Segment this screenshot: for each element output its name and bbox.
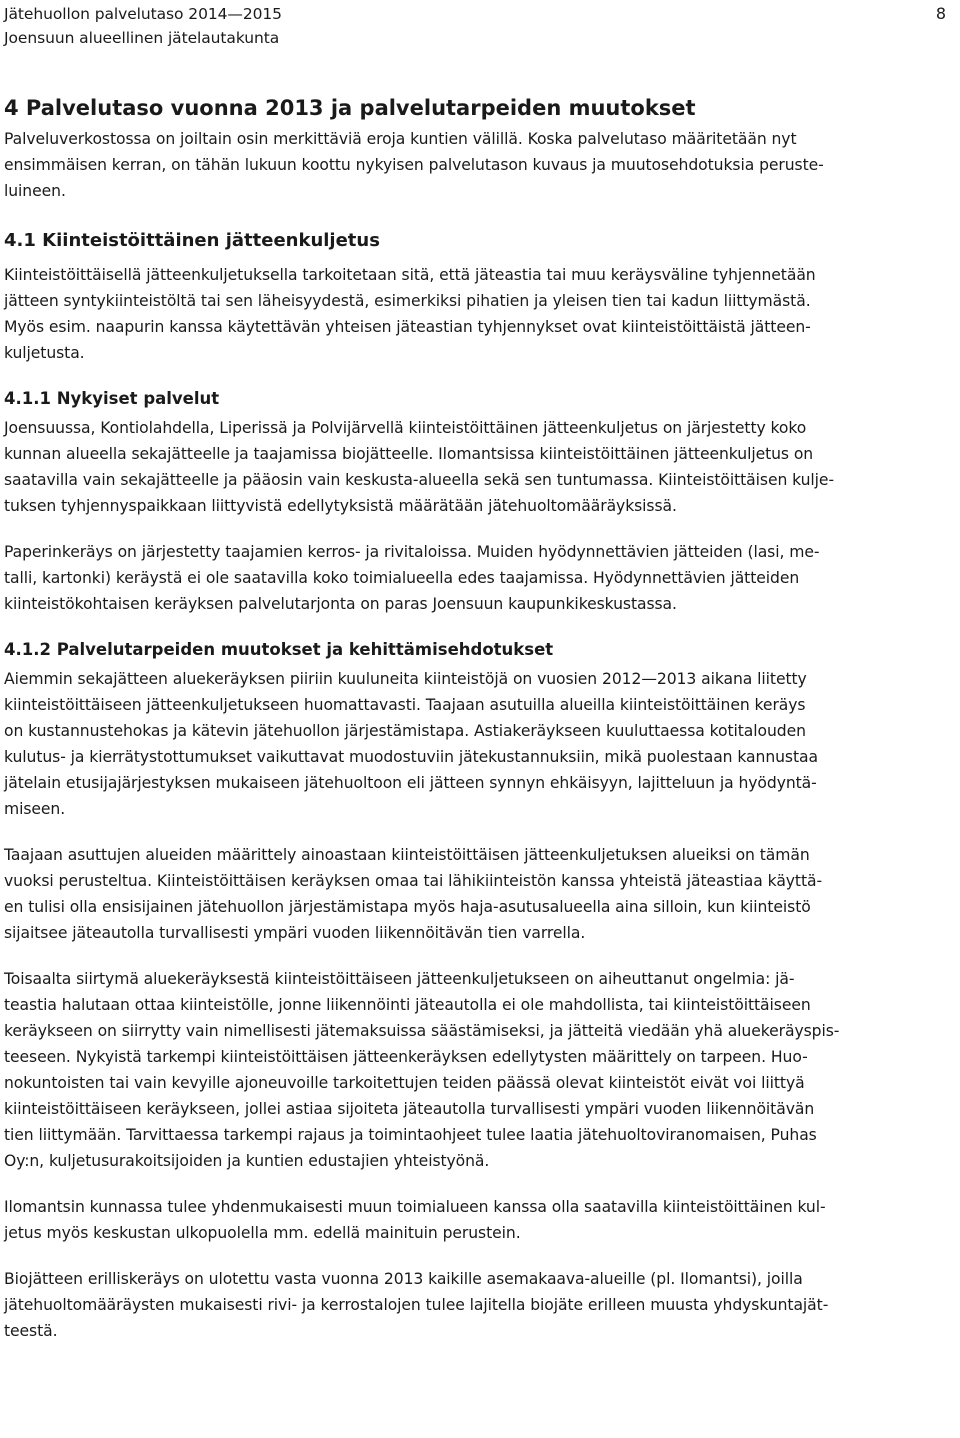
section-4-1-2-paragraph-5 [4, 1266, 946, 1344]
text-line: teeseen. Nykyistä tarkempi kiinteistöittäisen jätteenkeräyksen edellytysten määrittely on tarpeen. Huo- [4, 1048, 808, 1066]
text-line: kiinteistökohtaisen keräyksen palvelutarjonta on paras Joensuun kaupunkikeskustassa. [4, 595, 677, 613]
page-content [4, 94, 946, 1344]
section-4-1-1-heading: 4.1.1 Nykyiset palvelut [4, 389, 220, 408]
text-line: kiinteistöittäiseen keräykseen, jollei astiaa sijoiteta jäteautolla turvallisesti ympäri vuoden liikennöitävän [4, 1100, 815, 1118]
text-line: talli, kartonki) keräystä ei ole saatavilla koko toimialueella edes taajamissa. Hyödynnettävien jätteiden [4, 569, 800, 587]
text-line: kuljetusta. [4, 344, 85, 362]
text-line: luineen. [4, 182, 66, 200]
text-line: sijaitsee jäteautolla turvallisesti ympäri vuoden liikennöitävän tien varrella. [4, 924, 586, 942]
organization-name: Joensuun alueellinen jätelautakunta [4, 29, 280, 47]
text-line: Oy:n, kuljetusurakoitsijoiden ja kuntien edustajien yhteistyönä. [4, 1152, 490, 1170]
section-4-1-heading: 4.1 Kiinteistöittäinen jätteenkuljetus [4, 230, 380, 251]
text-line: Toisaalta siirtymä aluekeräyksestä kiinteistöittäiseen jätteenkuljetukseen on aiheuttanut ongelmia: jä- [4, 970, 795, 988]
section-4-intro [4, 126, 946, 204]
page-number: 8 [935, 4, 946, 23]
text-line: jätelain etusijajärjestyksen mukaiseen jätehuoltoon eli jätteen synnyn ehkäisyyn, lajitteluun ja hyödyntä- [4, 774, 817, 792]
text-line: Joensuussa, Kontiolahdella, Liperissä ja Polvijärvellä kiinteistöittäinen jätteenkuljetus on järjestetty koko [4, 419, 807, 437]
section-4-1-1-paragraph-2 [4, 539, 946, 617]
text-line: miseen. [4, 800, 66, 818]
text-line: Ilomantsin kunnassa tulee yhdenmukaisesti muun toimialueen kanssa olla saatavilla kiinteistöittäinen kul- [4, 1198, 826, 1216]
text-line: jetus myös keskustan ulkopuolella mm. edellä mainituin perustein. [4, 1224, 521, 1242]
section-4-heading: 4 Palvelutaso vuonna 2013 ja palvelutarpeiden muutokset [4, 96, 696, 120]
text-line: teastia halutaan ottaa kiinteistölle, jonne liikennöinti jäteautolla ei ole mahdollista, tai kiinteistöittäiseen [4, 996, 811, 1014]
document-title: Jätehuollon palvelutaso 2014—2015 [4, 5, 282, 23]
text-line: tuksen tyhjennyspaikkaan liittyvistä edellytyksistä määrätään jätehuoltomääräyksissä. [4, 497, 677, 515]
section-4-1-2-paragraph-2 [4, 842, 946, 946]
page-header [4, 2, 954, 50]
text-line: teestä. [4, 1322, 58, 1340]
section-4-1-2-paragraph-1 [4, 666, 946, 822]
section-4-1-2-heading: 4.1.2 Palvelutarpeiden muutokset ja kehittämisehdotukset [4, 640, 554, 659]
text-line: Biojätteen erilliskeräys on ulotettu vasta vuonna 2013 kaikille asemakaava-alueille (pl. Ilomantsi), joilla [4, 1270, 803, 1288]
section-4-1-2-paragraph-4 [4, 1194, 946, 1246]
text-line: ensimmäisen kerran, on tähän lukuun koottu nykyisen palvelutason kuvaus ja muutosehdotuksia peruste- [4, 156, 824, 174]
text-line: saatavilla vain sekajätteelle ja pääosin vain keskusta-alueella sekä sen tuntumassa. Kiinteistöittäisen kulje- [4, 471, 834, 489]
text-line: tien liittymään. Tarvittaessa tarkempi rajaus ja toimintaohjeet tulee laatia jätehuoltoviranomaisen, Puhas [4, 1126, 817, 1144]
text-line: keräykseen on siirrytty vain nimellisesti jätemaksuissa säästämiseksi, ja jätteitä viedään yhä aluekeräyspis- [4, 1022, 840, 1040]
text-line: Taajaan asuttujen alueiden määrittely ainoastaan kiinteistöittäisen jätteenkuljetuksen alueiksi on tämän [4, 846, 810, 864]
text-line: Paperinkeräys on järjestetty taajamien kerros- ja rivitaloissa. Muiden hyödynnettävien jätteiden (lasi, me- [4, 543, 820, 561]
section-4-1-1-paragraph-1 [4, 415, 946, 519]
text-line: nokuntoisten tai vain kevyille ajoneuvoille tarkoitettujen teiden päässä olevat kiinteistöt eivät voi liittyä [4, 1074, 805, 1092]
text-line: jätehuoltomääräysten mukaisesti rivi- ja kerrostalojen tulee lajitella biojäte erilleen muusta yhdyskuntajät- [4, 1296, 829, 1314]
text-line: kulutus- ja kierrätystottumukset vaikuttavat muodostuviin jätekustannuksiin, mikä puolestaan kannustaa [4, 748, 818, 766]
section-4-1-paragraph [4, 262, 946, 366]
text-line: Palveluverkostossa on joiltain osin merkittäviä eroja kuntien välillä. Koska palvelutaso määritetään nyt [4, 130, 797, 148]
text-line: kiinteistöittäiseen jätteenkuljetukseen huomattavasti. Taajaan asutuilla alueilla kiinteistöittäinen keräys [4, 696, 806, 714]
text-line: kunnan alueella sekajätteelle ja taajamissa biojätteelle. Ilomantsissa kiinteistöittäinen jätteenkuljetus on [4, 445, 814, 463]
text-line: en tulisi olla ensisijainen jätehuollon järjestämistapa myös haja-asutusalueella aina silloin, kun kiinteistö [4, 898, 811, 916]
text-line: vuoksi perusteltua. Kiinteistöittäisen keräyksen omaa tai lähikiinteistön kanssa yhteistä jäteastiaa käyttä- [4, 872, 823, 890]
section-4-1-2-paragraph-3 [4, 966, 946, 1174]
text-line: Kiinteistöittäisellä jätteenkuljetuksella tarkoitetaan sitä, että jäteastia tai muu keräysväline tyhjennetään [4, 266, 816, 284]
text-line: jätteen syntykiinteistöltä tai sen läheisyydestä, esimerkiksi pihatien ja yleisen tien tai kadun liittymästä. [4, 292, 811, 310]
text-line: on kustannustehokas ja kätevin jätehuollon järjestämistapa. Astiakeräykseen kuuluttaessa kotitalouden [4, 722, 806, 740]
text-line: Aiemmin sekajätteen aluekeräyksen piiriin kuuluneita kiinteistöjä on vuosien 2012—2013 aikana liitetty [4, 670, 807, 688]
text-line: Myös esim. naapurin kanssa käytettävän yhteisen jäteastian tyhjennykset ovat kiinteistöittäistä jätteen- [4, 318, 811, 336]
